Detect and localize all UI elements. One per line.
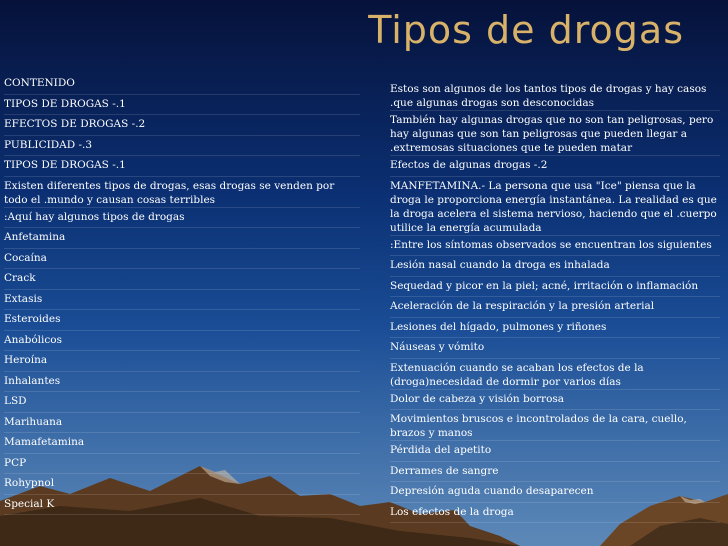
list-item: Cocaína xyxy=(4,249,360,270)
list-item: Crack xyxy=(4,269,360,290)
list-item: TIPOS DE DROGAS -.1 xyxy=(4,156,360,177)
list-item: Lesión nasal cuando la droga es inhalada xyxy=(390,256,720,277)
list-item: Existen diferentes tipos de drogas, esas drogas se venden por todo el .mundo y causan cosas terribles xyxy=(4,177,360,208)
list-item: Sequedad y picor en la piel; acné, irritación o inflamación xyxy=(390,277,720,298)
slide-title: Tipos de drogas xyxy=(368,8,684,52)
list-item: Special K xyxy=(4,495,360,516)
list-item: :Aquí hay algunos tipos de drogas xyxy=(4,208,360,229)
list-item: Heroína xyxy=(4,351,360,372)
list-item: Mamafetamina xyxy=(4,433,360,454)
list-item: Rohypnol xyxy=(4,474,360,495)
list-item: Extenuación cuando se acaban los efectos de la (droga)necesidad de dormir por varios días xyxy=(390,359,720,390)
list-item: Marihuana xyxy=(4,413,360,434)
list-item: Náuseas y vómito xyxy=(390,338,720,359)
list-item: Movimientos bruscos e incontrolados de la cara, cuello, brazos y manos xyxy=(390,410,720,441)
list-item: MANFETAMINA.- La persona que usa "Ice" piensa que la droga le proporciona energía instantánea. La realidad es que la droga acelera el sistema nervioso, haciendo que el .cuerpo utilice la energía acumulada xyxy=(390,177,720,236)
list-item: Efectos de algunas drogas -.2 xyxy=(390,156,720,177)
list-item: TIPOS DE DROGAS -.1 xyxy=(4,95,360,116)
list-item: Estos son algunos de los tantos tipos de drogas y hay casos .que algunas drogas son desconocidas xyxy=(390,80,720,111)
list-item: Dolor de cabeza y visión borrosa xyxy=(390,390,720,411)
list-item: PCP xyxy=(4,454,360,475)
list-item: Lesiones del hígado, pulmones y riñones xyxy=(390,318,720,339)
list-item: Anabólicos xyxy=(4,331,360,352)
list-item: EFECTOS DE DROGAS -.2 xyxy=(4,115,360,136)
right-column xyxy=(390,80,720,523)
list-item: PUBLICIDAD -.3 xyxy=(4,136,360,157)
list-item: CONTENIDO xyxy=(4,74,360,95)
list-item: Inhalantes xyxy=(4,372,360,393)
list-item: Extasis xyxy=(4,290,360,311)
list-item: Anfetamina xyxy=(4,228,360,249)
list-item: Esteroides xyxy=(4,310,360,331)
list-item: Pérdida del apetito xyxy=(390,441,720,462)
list-item: LSD xyxy=(4,392,360,413)
list-item: También hay algunas drogas que no son tan peligrosas, pero hay algunas que son tan peligrosas que pueden llegar a .extremosas situaciones que te pueden matar xyxy=(390,111,720,156)
list-item: Aceleración de la respiración y la presión arterial xyxy=(390,297,720,318)
list-item: Derrames de sangre xyxy=(390,462,720,483)
left-column xyxy=(4,74,360,515)
list-item: Depresión aguda cuando desaparecen xyxy=(390,482,720,503)
list-item: :Entre los síntomas observados se encuentran los siguientes xyxy=(390,236,720,257)
list-item: Los efectos de la droga xyxy=(390,503,720,524)
